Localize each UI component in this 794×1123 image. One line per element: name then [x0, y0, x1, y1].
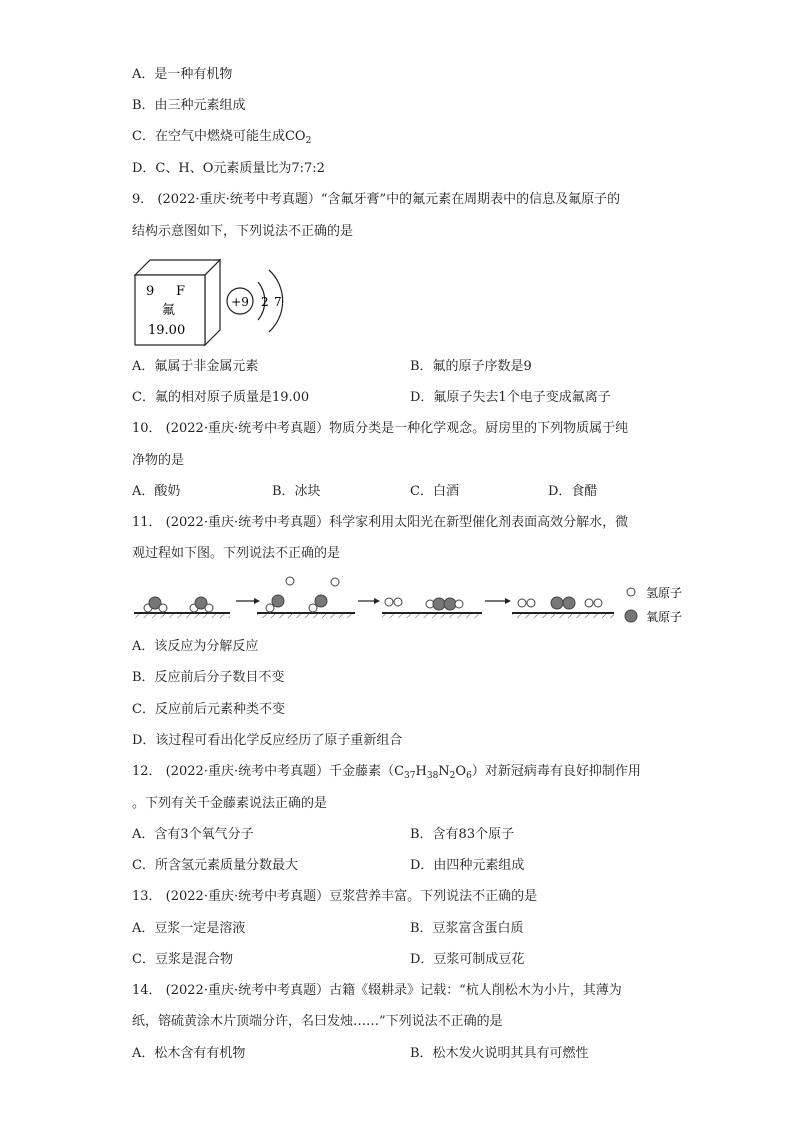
arrow-3	[485, 598, 511, 604]
oxygen-legend-symbol	[625, 610, 637, 622]
element-card	[135, 260, 220, 345]
q10-option-c: C．白酒	[410, 484, 459, 499]
q9-option-b: B．氟的原子序数是9	[410, 359, 532, 374]
stage-2-surface	[257, 577, 355, 618]
q11-stem-line1: 11． (2022·重庆·统考中考真题）科学家利用太阳光在新型催化剂表面高效分解水，微	[132, 515, 629, 530]
stage-3-surface	[382, 598, 482, 618]
q9-stem-line1: 9． (2022·重庆·统考中考真题）“含氟牙膏”中的氟元素在周期表中的信息及氟原子的	[132, 192, 621, 207]
q10-stem-line1: 10． (2022·重庆·统考中考真题）物质分类是一种化学观念。厨房里的下列物质属于纯	[132, 421, 629, 436]
shell1-electrons: 2	[261, 295, 269, 309]
element-symbol: F	[176, 284, 186, 299]
q8-option-c-text: C．在空气中燃烧可能生成CO	[132, 129, 306, 144]
q10-option-b: B．冰块	[272, 484, 321, 499]
atomic-mass: 19.00	[148, 323, 186, 338]
q9-option-d: D．氟原子失去1个电子变成氟离子	[410, 390, 611, 405]
shell2-electrons: 7	[274, 295, 282, 309]
stage-1-surface	[134, 597, 230, 618]
q8-option-c	[132, 128, 311, 146]
formula-h: H	[415, 764, 427, 779]
q9-option-c: C．氟的相对原子质量是19.00	[132, 390, 310, 405]
q14-option-b: B．松木发火说明其具有可燃性	[410, 1046, 589, 1061]
arrow-1	[236, 598, 260, 604]
co2-subscript: 2	[305, 136, 312, 146]
q11-option-c: C．反应前后元素种类不变	[132, 702, 285, 717]
formula-o-sub: 6	[466, 771, 472, 781]
hydrogen-legend-symbol	[627, 588, 635, 596]
q12-stem-line2: 。下列有关千金藤素说法正确的是	[132, 796, 328, 811]
q13-option-c: C．豆浆是混合物	[132, 952, 233, 967]
formula-n-sub: 2	[449, 771, 456, 781]
q11-option-a: A．该反应为分解反应	[132, 639, 259, 654]
q13-option-d: D．豆浆可制成豆花	[410, 952, 525, 967]
fluorine-diagram	[130, 255, 290, 350]
q11-option-b: B．反应前后分子数目不变	[132, 670, 285, 685]
q8-option-d: D．C、H、O元素质量比为7:7:2	[132, 161, 325, 176]
water-splitting-diagram	[130, 572, 695, 632]
q10-stem-line2: 净物的是	[132, 453, 185, 468]
q13-option-b: B．豆浆富含蛋白质	[410, 921, 524, 936]
arrow-2	[358, 598, 380, 604]
atom-structure	[227, 270, 283, 332]
q8-option-b: B．由三种元素组成	[132, 98, 246, 113]
legend-hydrogen-label: 氢原子	[646, 586, 683, 600]
stage-4-surface	[512, 597, 614, 618]
q12-option-c: C．所含氢元素质量分数最大	[132, 858, 298, 873]
q11-stem-line2: 观过程如下图。下列说法不正确的是	[132, 546, 341, 561]
q12-option-a: A．含有3个氧气分子	[132, 827, 254, 842]
q12-stem-suffix: ）对新冠病毒有良好抑制作用	[471, 764, 641, 779]
nucleus-charge: +9	[231, 295, 249, 309]
q12-option-d: D．由四种元素组成	[410, 858, 525, 873]
q14-stem-line2: 纸，镕硫黄涂木片顶端分许，名曰发烛……”下列说法不正确的是	[132, 1014, 503, 1029]
q14-stem-line1: 14． (2022·重庆·统考中考真题）古籍《辍耕录》记载：“杭人削松木为小片，其薄为	[132, 983, 622, 998]
formula-o: O	[455, 764, 467, 779]
atomic-number: 9	[146, 284, 155, 299]
element-name: 氟	[162, 303, 176, 318]
legend-oxygen-label: 氧原子	[646, 610, 683, 624]
q12-stem-prefix: 12． (2022·重庆·统考中考真题）千金藤素（C	[132, 764, 405, 779]
q11-option-d: D．该过程可看出化学反应经历了原子重新组合	[132, 733, 403, 748]
q14-option-a: A．松木含有有机物	[132, 1046, 246, 1061]
formula-n: N	[438, 764, 450, 779]
q10-option-a: A．酸奶	[132, 484, 181, 499]
q12-stem-line1	[132, 763, 641, 781]
formula-c-sub: 37	[404, 771, 416, 781]
q13-stem: 13． (2022·重庆·统考中考真题）豆浆营养丰富。下列说法不正确的是	[132, 889, 538, 904]
diagram-legend	[625, 586, 682, 624]
q8-option-a: A．是一种有机物	[132, 67, 233, 82]
q10-option-d: D．食醋	[548, 484, 598, 499]
q9-option-a: A．氟属于非金属元素	[132, 359, 259, 374]
q9-stem-line2: 结构示意图如下，下列说法不正确的是	[132, 224, 354, 239]
q12-option-b: B．含有83个原子	[410, 827, 515, 842]
q13-option-a: A．豆浆一定是溶液	[132, 921, 246, 936]
formula-h-sub: 38	[426, 771, 439, 781]
